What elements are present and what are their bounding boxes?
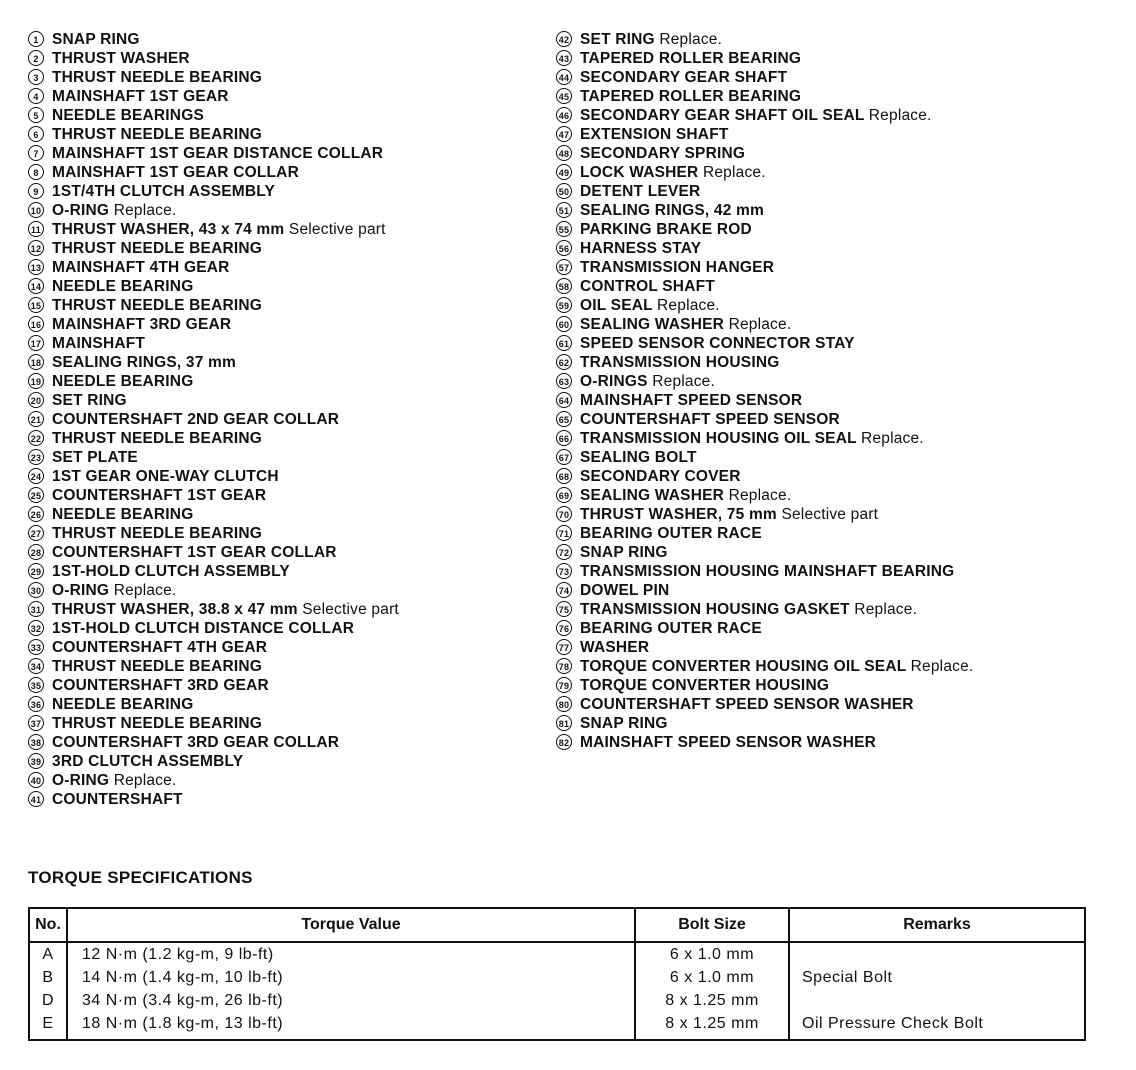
part-number: 32 [28,620,44,636]
part-name: THRUST NEEDLE BEARING [52,240,263,257]
part-name: SET PLATE [52,449,138,466]
part-number: 26 [28,506,44,522]
part-name: SEALING WASHER [580,316,725,333]
part-item [28,619,538,638]
cell-no: B [29,966,67,989]
part-item [28,733,538,752]
part-number: 42 [556,31,572,47]
part-name: O-RING [52,772,110,789]
table-header-row [29,908,1085,942]
part-name: DETENT LEVER [580,183,701,200]
part-number: 51 [556,202,572,218]
part-name: THRUST NEEDLE BEARING [52,126,263,143]
part-item [28,49,538,68]
part-name: SEALING WASHER [580,487,725,504]
part-item [556,676,1126,695]
part-name: HARNESS STAY [580,240,702,257]
part-note: Replace. [113,202,177,219]
part-note: Replace. [868,107,932,124]
part-number: 65 [556,411,572,427]
part-name: COUNTERSHAFT SPEED SENSOR [580,411,840,428]
part-item [556,296,1126,315]
part-item [556,106,1126,125]
cell-torque-value: 34 N·m (3.4 kg-m, 26 lb-ft) [67,989,635,1012]
part-item [556,543,1126,562]
part-note: Replace. [657,297,720,314]
part-name: COUNTERSHAFT 4TH GEAR [52,639,268,656]
part-number: 56 [556,240,572,256]
part-number: 48 [556,145,572,161]
part-name: THRUST NEEDLE BEARING [52,430,263,447]
part-item [28,600,538,619]
part-item [556,201,1126,220]
part-number: 81 [556,715,572,731]
cell-torque-value: 18 N·m (1.8 kg-m, 13 lb-ft) [67,1012,635,1040]
cell-torque-value: 12 N·m (1.2 kg-m, 9 lb-ft) [67,942,635,966]
part-name: TAPERED ROLLER BEARING [580,50,802,67]
cell-remarks: Oil Pressure Check Bolt [789,1012,1085,1040]
part-number: 41 [28,791,44,807]
part-number: 80 [556,696,572,712]
part-number: 58 [556,278,572,294]
part-number: 2 [28,50,44,66]
part-item [28,714,538,733]
part-item [556,600,1126,619]
part-note: Replace. [728,487,792,504]
part-name: O-RING [52,582,110,599]
part-number: 27 [28,525,44,541]
cell-bolt-size: 6 x 1.0 mm [635,942,789,966]
part-number: 69 [556,487,572,503]
part-item [28,391,538,410]
cell-bolt-size: 8 x 1.25 mm [635,1012,789,1040]
part-name: 1ST-HOLD CLUTCH DISTANCE COLLAR [52,620,355,637]
part-name: CONTROL SHAFT [580,278,715,295]
part-name: TRANSMISSION HOUSING MAINSHAFT BEARING [580,563,955,580]
part-item [556,87,1126,106]
part-number: 36 [28,696,44,712]
part-item [28,429,538,448]
part-item [28,448,538,467]
cell-remarks [789,989,1085,1012]
part-item [28,353,538,372]
part-number: 79 [556,677,572,693]
part-name: SPEED SENSOR CONNECTOR STAY [580,335,855,352]
part-note: Replace. [861,430,924,447]
part-number: 49 [556,164,572,180]
part-name: 1ST GEAR ONE-WAY CLUTCH [52,468,279,485]
part-item [28,239,538,258]
part-item [556,638,1126,657]
part-number: 34 [28,658,44,674]
part-number: 16 [28,316,44,332]
part-number: 18 [28,354,44,370]
part-number: 14 [28,278,44,294]
part-name: THRUST NEEDLE BEARING [52,715,263,732]
part-number: 50 [556,183,572,199]
part-note: Replace. [113,582,177,599]
part-name: THRUST WASHER, 38.8 x 47 mm [52,601,298,618]
part-item [28,144,538,163]
part-item [556,505,1126,524]
part-number: 43 [556,50,572,66]
part-name: TRANSMISSION HOUSING [580,354,780,371]
part-number: 64 [556,392,572,408]
header-bolt-size: Bolt Size [635,908,789,942]
part-name: COUNTERSHAFT [52,791,183,808]
part-name: MAINSHAFT 1ST GEAR COLLAR [52,164,299,181]
part-name: SECONDARY GEAR SHAFT [580,69,788,86]
part-name: SET RING [52,392,127,409]
part-name: O-RINGS [580,373,648,390]
part-item [556,619,1126,638]
part-item [556,733,1126,752]
part-number: 3 [28,69,44,85]
part-name: TORQUE CONVERTER HOUSING OIL SEAL [580,658,907,675]
part-item [28,30,538,49]
part-item [556,144,1126,163]
part-name: NEEDLE BEARING [52,278,194,295]
part-item [28,277,538,296]
part-number: 44 [556,69,572,85]
part-item [556,429,1126,448]
part-name: NEEDLE BEARING [52,373,194,390]
part-item [28,296,538,315]
part-name: COUNTERSHAFT 2ND GEAR COLLAR [52,411,340,428]
cell-torque-value: 14 N·m (1.4 kg-m, 10 lb-ft) [67,966,635,989]
part-number: 82 [556,734,572,750]
part-number: 55 [556,221,572,237]
part-name: THRUST WASHER, 43 x 74 mm [52,221,285,238]
part-item [28,562,538,581]
part-name: TRANSMISSION HOUSING GASKET [580,601,850,618]
part-item [28,87,538,106]
table-row [29,989,1085,1012]
part-name: PARKING BRAKE ROD [580,221,752,238]
part-number: 10 [28,202,44,218]
part-number: 24 [28,468,44,484]
part-number: 60 [556,316,572,332]
part-item [28,315,538,334]
part-note: Replace. [910,658,974,675]
cell-remarks [789,942,1085,966]
part-number: 67 [556,449,572,465]
part-item [556,163,1126,182]
part-item [28,182,538,201]
part-name: BEARING OUTER RACE [580,620,762,637]
part-number: 31 [28,601,44,617]
part-name: COUNTERSHAFT 3RD GEAR [52,677,269,694]
part-number: 28 [28,544,44,560]
part-item [28,543,538,562]
cell-no: D [29,989,67,1012]
part-number: 57 [556,259,572,275]
cell-no: E [29,1012,67,1040]
part-number: 66 [556,430,572,446]
table-row [29,942,1085,966]
part-item [28,771,538,790]
part-name: TRANSMISSION HOUSING OIL SEAL [580,430,857,447]
part-item [28,657,538,676]
part-number: 40 [28,772,44,788]
part-item [556,657,1126,676]
part-item [556,714,1126,733]
part-number: 5 [28,107,44,123]
part-number: 17 [28,335,44,351]
table-row [29,966,1085,989]
part-number: 39 [28,753,44,769]
part-name: THRUST NEEDLE BEARING [52,525,263,542]
part-name: TRANSMISSION HANGER [580,259,775,276]
part-note: Replace. [728,316,792,333]
part-name: 1ST/4TH CLUTCH ASSEMBLY [52,183,276,200]
header-no: No. [29,908,67,942]
cell-bolt-size: 8 x 1.25 mm [635,989,789,1012]
part-number: 70 [556,506,572,522]
part-name: LOCK WASHER [580,164,699,181]
part-note: Selective part [288,221,386,238]
part-item [556,125,1126,144]
part-item [28,695,538,714]
part-name: SECONDARY SPRING [580,145,746,162]
part-item [28,125,538,144]
part-number: 25 [28,487,44,503]
part-name: THRUST WASHER [52,50,190,67]
part-name: BEARING OUTER RACE [580,525,762,542]
part-number: 19 [28,373,44,389]
part-name: THRUST NEEDLE BEARING [52,297,263,314]
part-number: 75 [556,601,572,617]
part-item [28,258,538,277]
torque-specifications-table [28,907,1086,1041]
part-name: SNAP RING [580,544,668,561]
part-item [28,524,538,543]
parts-list-right [556,30,1126,752]
part-item [556,30,1126,49]
part-name: COUNTERSHAFT SPEED SENSOR WASHER [580,696,914,713]
part-note: Replace. [659,31,723,48]
part-number: 35 [28,677,44,693]
part-note: Replace. [113,772,177,789]
part-note: Selective part [781,506,879,523]
part-name: OIL SEAL [580,297,653,314]
part-number: 37 [28,715,44,731]
part-number: 12 [28,240,44,256]
part-item [556,277,1126,296]
part-name: SET RING [580,31,655,48]
part-item [28,334,538,353]
part-name: WASHER [580,639,650,656]
part-item [556,49,1126,68]
part-item [28,68,538,87]
part-number: 71 [556,525,572,541]
part-item [28,372,538,391]
torque-specifications-title: TORQUE SPECIFICATIONS [28,868,253,887]
part-name: NEEDLE BEARING [52,506,194,523]
cell-remarks: Special Bolt [789,966,1085,989]
part-item [556,448,1126,467]
part-number: 59 [556,297,572,313]
parts-list-left [28,30,538,809]
part-number: 11 [28,221,44,237]
part-item [556,410,1126,429]
part-number: 45 [556,88,572,104]
part-number: 72 [556,544,572,560]
part-number: 47 [556,126,572,142]
part-number: 46 [556,107,572,123]
part-name: MAINSHAFT 4TH GEAR [52,259,230,276]
part-item [556,220,1126,239]
part-number: 8 [28,164,44,180]
part-name: 3RD CLUTCH ASSEMBLY [52,753,244,770]
part-number: 29 [28,563,44,579]
part-item [556,372,1126,391]
part-name: 1ST-HOLD CLUTCH ASSEMBLY [52,563,290,580]
part-name: COUNTERSHAFT 3RD GEAR COLLAR [52,734,340,751]
part-name: COUNTERSHAFT 1ST GEAR COLLAR [52,544,337,561]
part-number: 76 [556,620,572,636]
part-item [556,334,1126,353]
part-number: 22 [28,430,44,446]
part-number: 68 [556,468,572,484]
part-note: Selective part [302,601,399,618]
part-item [28,752,538,771]
part-item [556,68,1126,87]
part-number: 78 [556,658,572,674]
part-item [556,258,1126,277]
part-name: SNAP RING [52,31,140,48]
part-number: 1 [28,31,44,47]
part-name: SEALING RINGS, 42 mm [580,202,765,219]
part-item [556,524,1126,543]
table-row [29,1012,1085,1040]
part-item [28,505,538,524]
part-number: 4 [28,88,44,104]
cell-bolt-size: 6 x 1.0 mm [635,966,789,989]
part-item [556,353,1126,372]
part-number: 6 [28,126,44,142]
part-item [28,410,538,429]
part-item [28,790,538,809]
part-number: 30 [28,582,44,598]
part-name: SEALING BOLT [580,449,697,466]
part-item [28,220,538,239]
part-name: SECONDARY GEAR SHAFT OIL SEAL [580,107,865,124]
header-torque-value: Torque Value [67,908,635,942]
part-item [556,467,1126,486]
part-item [556,486,1126,505]
part-name: TORQUE CONVERTER HOUSING [580,677,830,694]
cell-no: A [29,942,67,966]
part-name: DOWEL PIN [580,582,670,599]
part-number: 74 [556,582,572,598]
part-note: Replace. [652,373,716,390]
part-item [28,581,538,600]
part-number: 33 [28,639,44,655]
part-number: 77 [556,639,572,655]
part-item [556,315,1126,334]
part-name: MAINSHAFT [52,335,146,352]
part-item [28,486,538,505]
part-item [556,391,1126,410]
part-number: 15 [28,297,44,313]
header-remarks: Remarks [789,908,1085,942]
part-name: NEEDLE BEARING [52,696,194,713]
part-number: 13 [28,259,44,275]
part-name: SECONDARY COVER [580,468,741,485]
part-number: 21 [28,411,44,427]
part-number: 23 [28,449,44,465]
part-note: Replace. [702,164,766,181]
part-item [556,695,1126,714]
part-item [556,581,1126,600]
part-item [28,467,538,486]
part-note: Replace. [854,601,918,618]
part-name: O-RING [52,202,110,219]
part-number: 9 [28,183,44,199]
part-number: 61 [556,335,572,351]
part-number: 73 [556,563,572,579]
part-name: SNAP RING [580,715,668,732]
part-item [28,106,538,125]
part-name: SEALING RINGS, 37 mm [52,354,237,371]
part-number: 38 [28,734,44,750]
part-item [556,182,1126,201]
part-name: THRUST NEEDLE BEARING [52,69,263,86]
part-name: MAINSHAFT SPEED SENSOR WASHER [580,734,877,751]
part-name: MAINSHAFT SPEED SENSOR [580,392,803,409]
part-number: 62 [556,354,572,370]
part-name: THRUST WASHER, 75 mm [580,506,777,523]
part-name: NEEDLE BEARINGS [52,107,204,124]
part-name: COUNTERSHAFT 1ST GEAR [52,487,267,504]
part-name: MAINSHAFT 1ST GEAR [52,88,229,105]
part-item [28,676,538,695]
part-item [556,562,1126,581]
part-name: MAINSHAFT 3RD GEAR [52,316,232,333]
part-item [556,239,1126,258]
part-name: THRUST NEEDLE BEARING [52,658,263,675]
part-number: 20 [28,392,44,408]
part-name: TAPERED ROLLER BEARING [580,88,802,105]
part-name: EXTENSION SHAFT [580,126,729,143]
part-name: MAINSHAFT 1ST GEAR DISTANCE COLLAR [52,145,384,162]
part-item [28,201,538,220]
part-number: 7 [28,145,44,161]
part-item [28,638,538,657]
part-number: 63 [556,373,572,389]
part-item [28,163,538,182]
